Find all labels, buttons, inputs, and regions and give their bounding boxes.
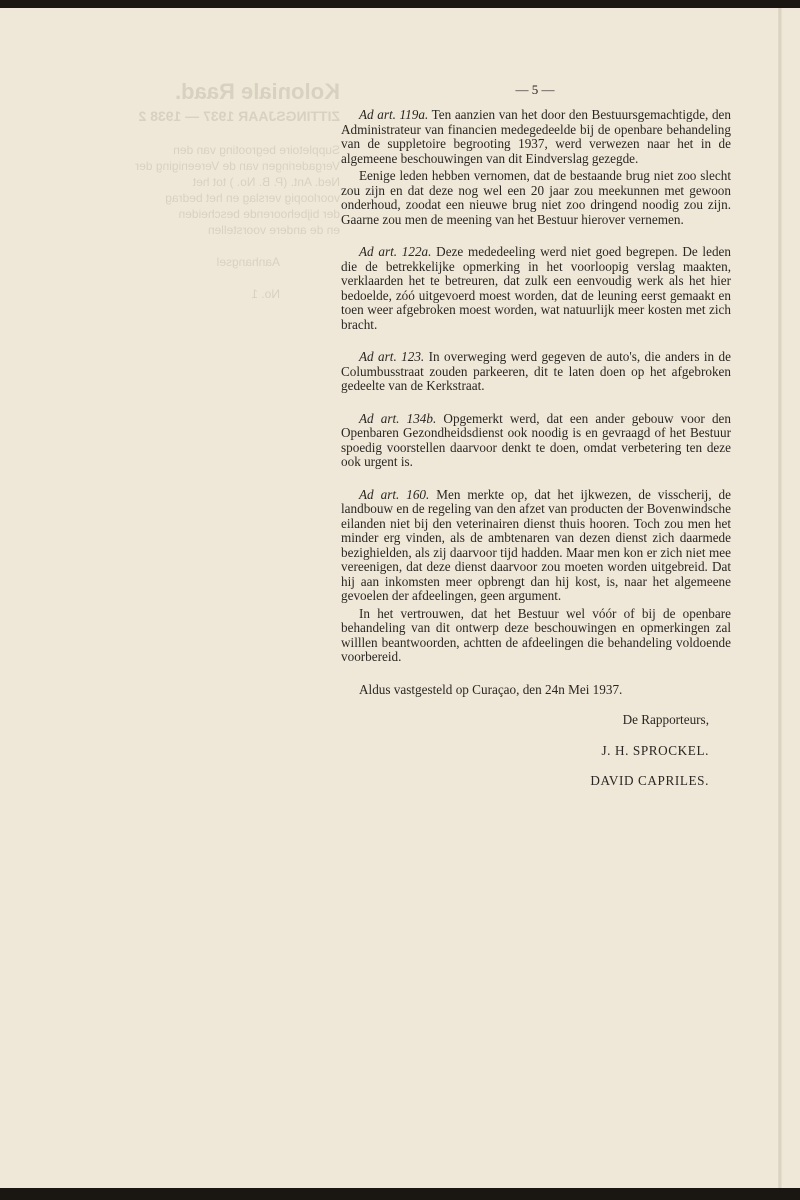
paragraph-art-134b: Ad art. 134b. Opgemerkt werd, dat een ander gebouw voor den Openbaren Gezondheidsdienst ook noodig is en gevraagd of het Bestuur spoedig voorstellen daarvoor denkt te doen, omdat verbetering ten deze ook urgent is.	[341, 410, 731, 469]
bleed-through-decoration: Koloniale Raad. ZITTINGSJAAR 1937 — 1938 2 Suppletoire begrooting van den Vergaderingen van de Vereeniging der Ned. Ant. (P. B. No. ) tot het voorloopig verslag en het bedrag der bijbehoorende bescheiden en de andere voorstellen Aanhangsel No. 1	[135, 79, 340, 301]
report-body	[341, 108, 731, 789]
document-page	[0, 8, 800, 1188]
paragraph-art-123: Ad art. 123. In overweging werd gegeven de auto's, die anders in de Columbusstraat zouden parkeeren, dit te laten doen op het afgebroken gedeelte van de Kerkstraat.	[341, 349, 731, 393]
paragraph-art-122a: Ad art. 122a. Deze mededeeling werd niet goed begrepen. De leden die de betrekkelijke opmerking in het voorloopig verslag maakten, verklaarden het te betreuren, dat zulk een eenvoudig werk als het hier bedoelde, zóó uitgevoerd moest worden, dat de leuning eerst gemaakt en toen weer afgebroken moest worden, wat natuurlijk meer kosten met zich bracht.	[341, 244, 731, 332]
paragraph-bridge: Eenige leden hebben vernomen, dat de bestaande brug niet zoo slecht zou zijn en dat deze nog wel een 20 jaar zou meekunnen met gewoon onderhoud, zoodat een nieuwe brug niet zoo dringend noodig zou zijn. Gaarne zou men de meening van het Bestuur hierover vernemen.	[341, 168, 731, 227]
paragraph-art-119a: Ad art. 119a. Ten aanzien van het door den Bestuursgemachtigde, den Administrateur van financien medegedeelde bij de openbare behandeling van de suppletoire begrooting 1937, werd verwezen naar het in de algemeene beschouwingen van dit Eindverslag gezegde.	[341, 107, 732, 166]
article-ref: Ad art. 119a.	[359, 107, 429, 122]
signatory-sprockel: J. H. SPROCKEL.	[601, 742, 709, 758]
article-ref: Ad art. 160.	[359, 486, 430, 502]
signatory-capriles: DAVID CAPRILES.	[590, 773, 709, 788]
page-fold	[778, 8, 782, 1188]
rapporteurs-label: De Rapporteurs,	[622, 712, 709, 727]
page-number: — 5 —	[515, 82, 555, 97]
paragraph-trust: In het vertrouwen, dat het Bestuur wel vóór of bij de openbare behandeling van dit ontwerp deze beschouwingen en opmerkingen zal willlen beantwoorden, achtten de afdeelingen die behandeling voldoende voorbereid.	[341, 605, 731, 664]
article-ref: Ad art. 134b.	[359, 410, 437, 426]
article-ref: Ad art. 122a.	[359, 244, 432, 259]
article-ref: Ad art. 123.	[359, 349, 425, 364]
closing-line: Aldus vastgesteld op Curaçao, den 24n Mei 1937.	[359, 681, 623, 697]
paragraph-art-160: Ad art. 160. Men merkte op, dat het ijkwezen, de visscherij, de landbouw en de regeling van den afzet van producten der Bovenwindsche eilanden niet bij den veterinairen dienst thuis hooren. Toch zou men het minder erg vinden, als de ambtenaren van dezen dienst zich daarmede bezighielden, als zij daarvoor tijd hadden. Maar men kon er zich niet mee vereenigen, dat deze dienst daarvoor zou moeten worden uitgebreid. Dat hij aan inkomsten meer opbrengt dan hij kost, is, naar het algemeene gevoelen der afdeelingen, geen argument.	[341, 486, 732, 603]
